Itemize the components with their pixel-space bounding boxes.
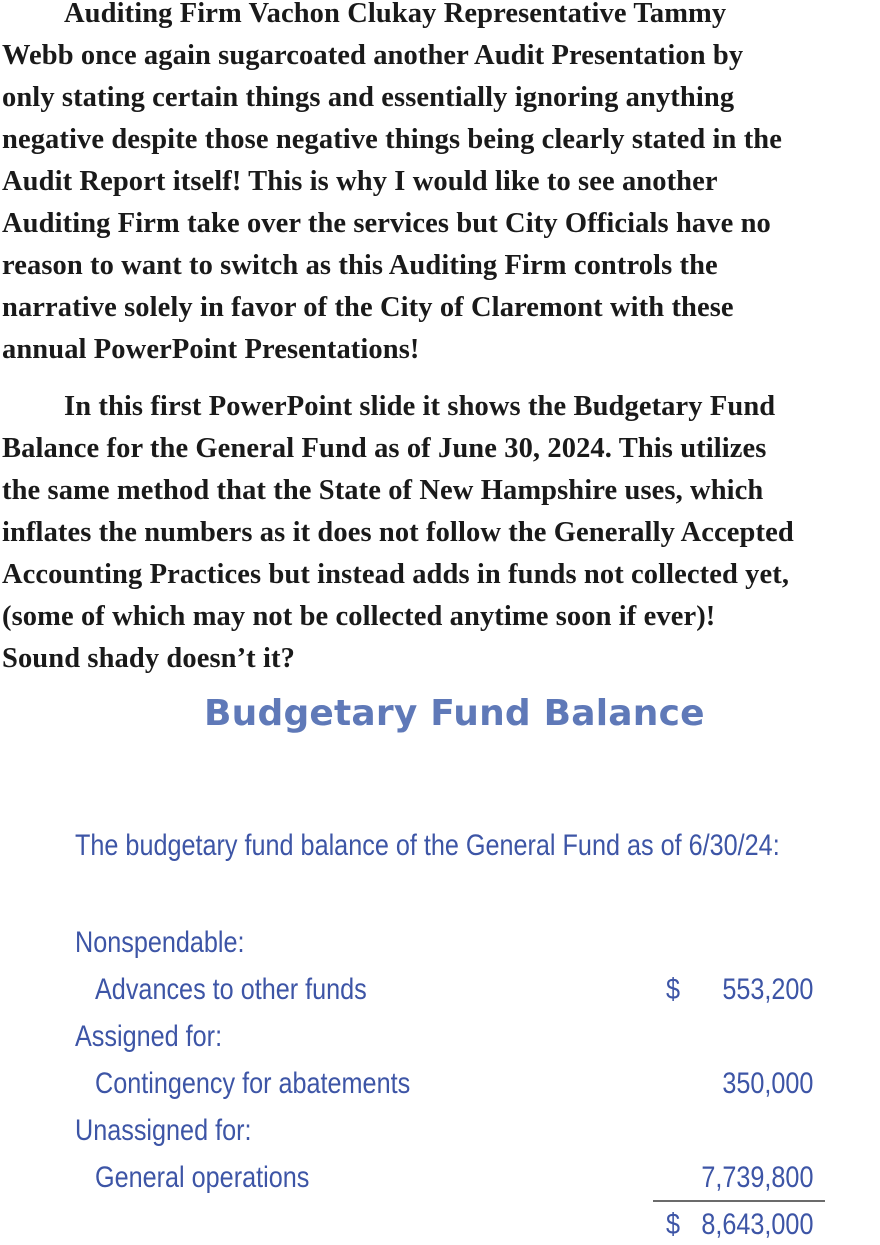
paragraph-1 bbox=[0, 0, 880, 371]
paragraph-line: Webb once again sugarcoated another Audit Presentation by bbox=[2, 40, 744, 71]
slide-image bbox=[0, 676, 880, 1245]
paragraph-line: Accounting Practices but instead adds in funds not collected yet, bbox=[2, 559, 790, 590]
line-item-advances-label: Advances to other funds bbox=[95, 973, 367, 1006]
paragraph-line: Sound shady doesn’t it? bbox=[2, 643, 295, 674]
line-item-general-operations-amount: 7,739,800 bbox=[700, 1161, 813, 1194]
total-divider bbox=[653, 1200, 825, 1202]
total-currency-symbol: $ bbox=[666, 1208, 681, 1241]
paragraph-line: reason to want to switch as this Auditing Firm controls the bbox=[2, 250, 718, 281]
slide-title: Budgetary Fund Balance bbox=[204, 693, 705, 734]
paragraph-2 bbox=[0, 386, 880, 680]
paragraph-line: the same method that the State of New Hampshire uses, which bbox=[2, 475, 764, 506]
line-item-contingency-amount: 350,000 bbox=[721, 1067, 813, 1100]
paragraph-line: Auditing Firm Vachon Clukay Representative Tammy bbox=[64, 0, 727, 29]
total-amount: 8,643,000 bbox=[700, 1208, 813, 1241]
paragraph-line: Balance for the General Fund as of June 30, 2024. This utilizes bbox=[2, 433, 767, 464]
paragraph-line: annual PowerPoint Presentations! bbox=[2, 334, 420, 365]
paragraph-line: Audit Report itself! This is why I would like to see another bbox=[2, 166, 718, 197]
paragraph-line: inflates the numbers as it does not follow the Generally Accepted bbox=[2, 517, 794, 548]
slide-subtitle: The budgetary fund balance of the General Fund as of 6/30/24: bbox=[75, 829, 780, 862]
line-item-advances-amount: 553,200 bbox=[721, 973, 813, 1006]
paragraph-line: In this first PowerPoint slide it shows the Budgetary Fund bbox=[64, 391, 776, 422]
section-label-nonspendable: Nonspendable: bbox=[75, 926, 245, 959]
paragraph-line: narrative solely in favor of the City of Claremont with these bbox=[2, 292, 734, 323]
currency-symbol: $ bbox=[666, 973, 681, 1006]
section-label-assigned: Assigned for: bbox=[75, 1020, 223, 1053]
paragraph-line: (some of which may not be collected anytime soon if ever)! bbox=[2, 601, 716, 632]
paragraph-line: only stating certain things and essentially ignoring anything bbox=[2, 82, 735, 113]
section-label-unassigned: Unassigned for: bbox=[75, 1114, 252, 1147]
paragraph-line: negative despite those negative things being clearly stated in the bbox=[2, 124, 783, 155]
line-item-contingency-label: Contingency for abatements bbox=[95, 1067, 411, 1100]
paragraph-line: Auditing Firm take over the services but City Officials have no bbox=[2, 208, 771, 239]
line-item-general-operations-label: General operations bbox=[95, 1161, 310, 1194]
